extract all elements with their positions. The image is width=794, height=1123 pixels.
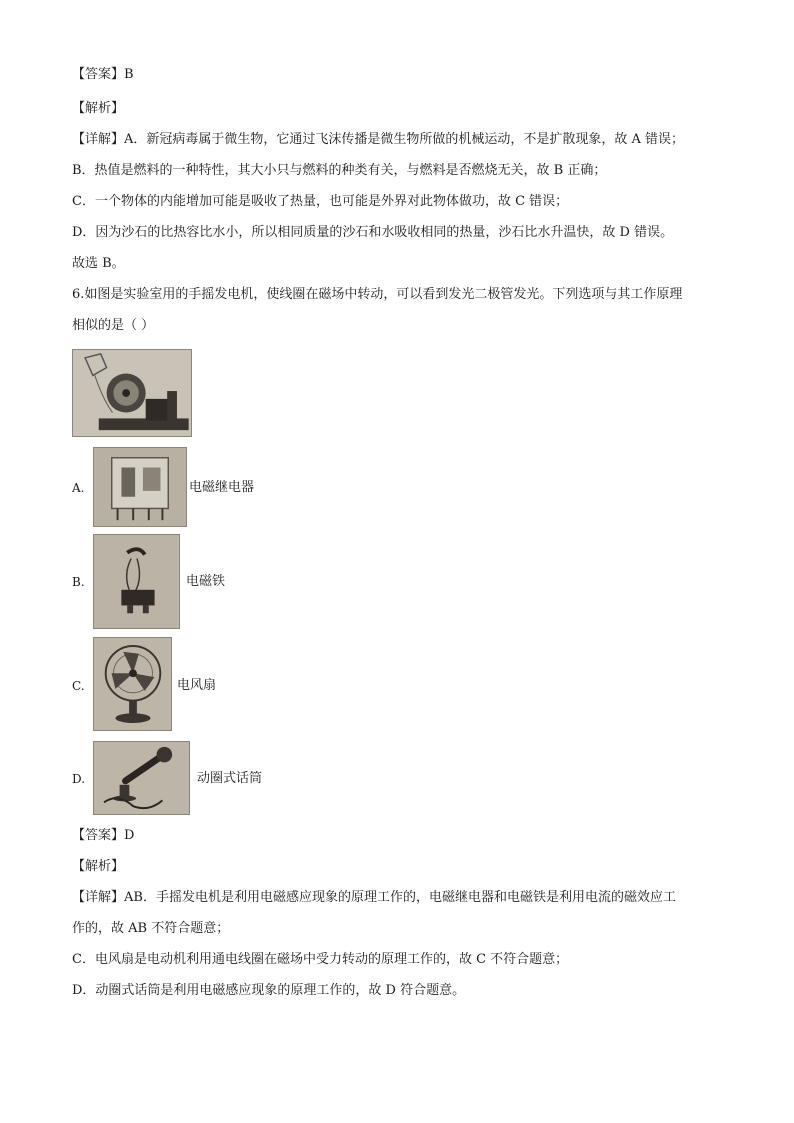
option-c-label: C. bbox=[72, 679, 85, 693]
conclusion-line: 故选 B。 bbox=[72, 256, 125, 271]
electromagnet-image bbox=[93, 534, 180, 629]
electric-fan-image bbox=[93, 637, 172, 731]
relay-image bbox=[93, 447, 187, 527]
option-a-caption: 电磁继电器 bbox=[189, 480, 255, 495]
question-stem: 6.如图是实验室用的手摇发电机，使线圈在磁场中转动，可以看到发光二极管发光。下列选项与其工作原理 bbox=[72, 287, 683, 302]
hand-crank-generator-image bbox=[72, 349, 192, 437]
explanation-line: B．热值是燃料的一种特性，其大小只与燃料的种类有关，与燃料是否燃烧无关，故 B 正确； bbox=[72, 163, 607, 178]
analysis-heading-q5: 【解析】 bbox=[72, 101, 125, 116]
explanation-line: 【详解】AB．手摇发电机是利用电磁感应现象的原理工作的，电磁继电器和电磁铁是利用电流的磁效应工 bbox=[72, 890, 676, 905]
option-c-caption: 电风扇 bbox=[177, 678, 217, 693]
answer-q6: 【答案】D bbox=[72, 828, 135, 843]
explanation-line: C．一个物体的内能增加可能是吸收了热量，也可能是外界对此物体做功，故 C 错误； bbox=[72, 194, 569, 209]
explanation-line: C．电风扇是电动机利用通电线圈在磁场中受力转动的原理工作的，故 C 不符合题意； bbox=[72, 952, 569, 967]
option-d-caption: 动圈式话筒 bbox=[197, 771, 263, 786]
explanation-line: D．动圈式话筒是利用电磁感应现象的原理工作的，故 D 符合题意。 bbox=[72, 983, 466, 998]
explanation-line: 【详解】A．新冠病毒属于微生物，它通过飞沫传播是微生物所做的机械运动，不是扩散现象，故 A 错误； bbox=[72, 132, 685, 147]
option-b-label: B. bbox=[72, 575, 85, 589]
answer-q5: 【答案】B bbox=[72, 67, 134, 82]
analysis-heading-q6: 【解析】 bbox=[72, 859, 125, 874]
option-a-label: A. bbox=[72, 481, 85, 495]
microphone-image bbox=[93, 741, 190, 815]
question-stem: 相似的是（ ） bbox=[72, 318, 155, 333]
explanation-line: D．因为沙石的比热容比水小，所以相同质量的沙石和水吸收相同的热量，沙石比水升温快，故 D 错误。 bbox=[72, 225, 674, 240]
explanation-line: 作的，故 AB 不符合题意； bbox=[72, 921, 230, 936]
option-b-caption: 电磁铁 bbox=[186, 574, 226, 589]
option-d-label: D. bbox=[72, 772, 86, 786]
